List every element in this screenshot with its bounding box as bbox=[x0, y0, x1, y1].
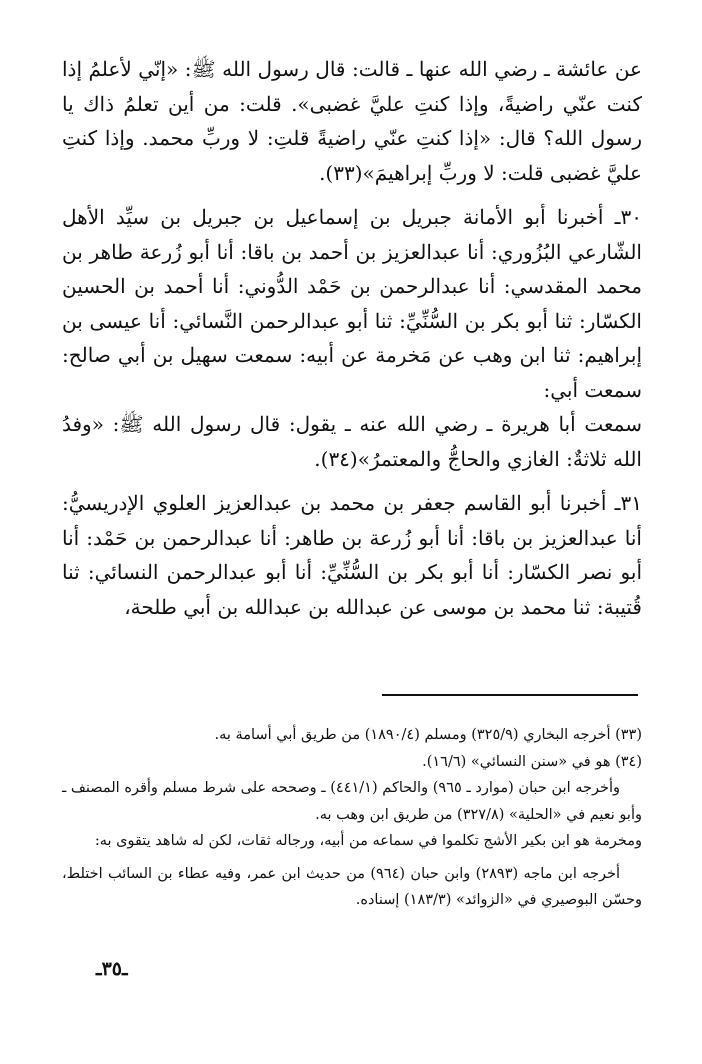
footnote-divider bbox=[382, 694, 638, 696]
footnote-33: (٣٣) أخرجه البخاري (٣٢٥/٩) ومسلم (١٨٩٠/٤) من طريق أبي أسامة به. bbox=[214, 727, 642, 743]
main-text bbox=[62, 52, 642, 624]
footnote-34-continuation: وأخرجه ابن حبان (موارد ـ ٩٦٥) والحاكم (٤٤١/١) ـ وصححه على شرط مسلم وأقره المصنف ـ وأبو نعيم في «الحلية» (٣٢٧/٨) من طريق ابن وهب به. bbox=[62, 780, 642, 823]
footnote-34-narrator-note: ومخرمة هو ابن بكير الأشج تكلموا في سماعه من أبيه، ورجاله ثقات، لكن له شاهد يتقوى به: bbox=[94, 833, 642, 849]
paragraph-hadith-31: ٣١ـ أخبرنا أبو القاسم جعفر بن محمد بن عبدالعزيز العلوي الإدريسيُّ: أنا عبدالعزيز بن باقا: أنا أبو زُرعة بن طاهر: أنا عبدالرحمن بن حَمْد: أنا أبو نصر الكسّار: أنا أبو بكر بن السُّنِّيِّ: أنا أبو عبدالرحمن النسائي: ثنا قُتيبة: ثنا محمد بن موسى عن عبدالله بن عبدالله بن أبي طلحة، bbox=[62, 491, 642, 619]
footnote-34: (٣٤) هو في «سنن النسائي» (١٦/٦). bbox=[422, 753, 642, 770]
paragraph-hadith-30: ٣٠ـ أخبرنا أبو الأمانة جبريل بن إسماعيل بن جبريل بن سيِّد الأهل الشّارعي البُزُوري: أنا عبدالعزيز بن أحمد بن باقا: أنا أبو زُرعة طاهر بن محمد المقدسي: أنا عبدالرحمن بن حَمْد الدُّوني: أنا أحمد بن الحسين الكسّار: ثنا أبو بكر بن السُّنِّيِّ: ثنا أبو عبدالرحمن النَّسائي: أنا عيسى بن إبراهيم: ثنا ابن وهب عن مَخرمة عن أبيه: سمعت سهيل بن أبي صالح: سمعت أبي: bbox=[62, 205, 642, 402]
footnote-34-witness: أخرجه ابن ماجه (٢٨٩٣) وابن حبان (٩٦٤) من حديث ابن عمر، وفيه عطاء بن السائب اختلط، وحسّن البوصيري في «الزوائد» (١٨٣/٣) إسناده. bbox=[62, 865, 642, 908]
footnotes bbox=[62, 722, 642, 914]
paragraph-hadith-aisha: عن عائشة ـ رضي الله عنها ـ قالت: قال رسول الله ﷺ: «إنّي لأعلمُ إذا كنت عنّي راضيةً، وإذا كنتِ عليَّ غضبى». قلت: من أين تعلمُ ذاك يا رسول الله؟ قال: «إذا كنتِ عنّي راضيةً قلتِ: لا وربِّ محمد. وإذا كنتِ عليَّ غضبى قلت: لا وربِّ إبراهيمَ»(٣٣). bbox=[62, 57, 642, 185]
page-number: ـ٣٥ـ bbox=[96, 958, 128, 980]
paragraph-hadith-30-text: سمعت أبا هريرة ـ رضي الله عنه ـ يقول: قال رسول الله ﷺ: «وفدُ الله ثلاثةٌ: الغازي والحاجُّ والمعتمرُ»(٣٤). bbox=[62, 412, 642, 471]
